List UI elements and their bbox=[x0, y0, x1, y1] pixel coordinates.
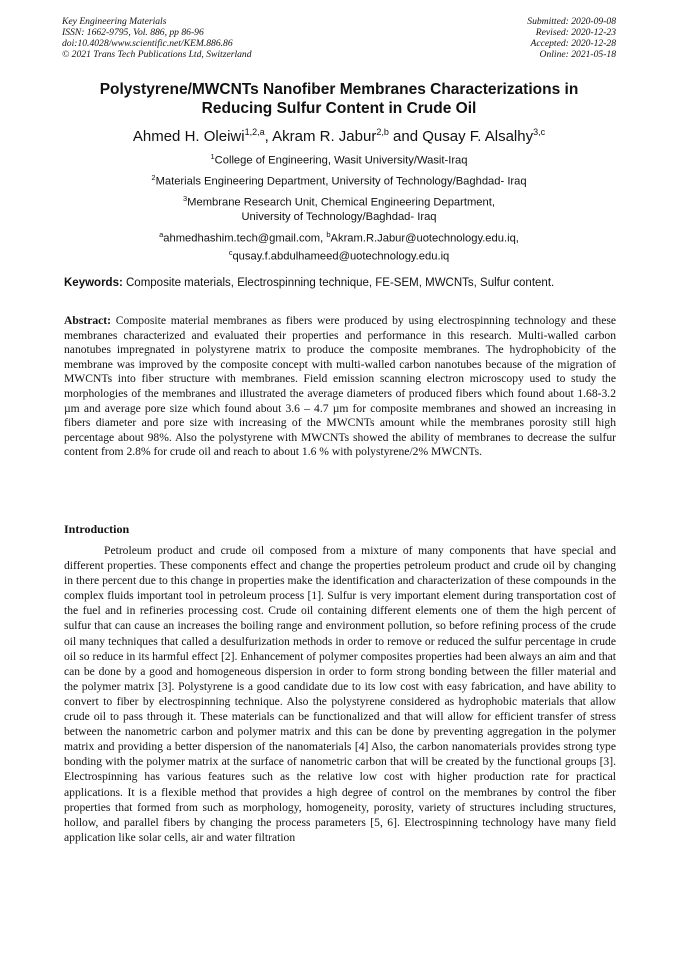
email-mark: b bbox=[326, 230, 331, 239]
author-list bbox=[40, 123, 638, 146]
email-link[interactable]: Akram.R.Jabur@uotechnology.edu.iq, bbox=[330, 232, 519, 245]
copyright-line: © 2021 Trans Tech Publications Ltd, Switzerland bbox=[62, 49, 252, 60]
author-separator: , bbox=[264, 128, 273, 145]
abstract-text: Composite material membranes as fibers were produced by using electrospinning technology and these membranes characterized and evaluated their properties and performance in this research. Multi-walled carbon nanotubes impregnated in polystyrene matrix to produce the composite membranes. The hydrophobicity of the membrane was improved by the composite concept with multi-walled carbon nanotubes because of the migration of MWCNTs into fiber structure with membranes. Field emission scanning electron microscopy used to study the morphologies of the membranes and illustrated the average diameters of produced fibers which found about 1.68-3.2 µm and average pore size which found about 3.6 – 4.7 µm for composite membranes and showed an increasing in fibers diameter and pore size with increasing of the MWCNTs amount while the membranes porosity still high percentage about 98%. Also the polystyrene with MWCNTs showed the ability of membranes to decrease the sulfur content from 2.8% for crude oil and reach to about 1.6 % with polystyrene/2% MWCNTs. bbox=[64, 314, 616, 459]
submitted-date: Submitted: 2020-09-08 bbox=[527, 16, 616, 27]
author-name: Ahmed H. Oleiwi bbox=[132, 128, 245, 145]
abstract-label: Abstract: bbox=[64, 314, 112, 327]
keywords-text: Composite materials, Electrospinning technique, FE-SEM, MWCNTs, Sulfur content. bbox=[122, 277, 555, 289]
affiliation-mark: 2 bbox=[151, 173, 156, 182]
author-name: Akram R. Jabur bbox=[272, 128, 377, 145]
author-name: Qusay F. Alsalhy bbox=[422, 128, 534, 145]
title-line-2: Reducing Sulfur Content in Crude Oil bbox=[201, 100, 477, 117]
accepted-date: Accepted: 2020-12-28 bbox=[530, 38, 616, 49]
affiliation-mark: 3 bbox=[183, 194, 188, 203]
doi-line: doi:10.4028/www.scientific.net/KEM.886.86 bbox=[62, 38, 233, 49]
author-affiliation-mark: 1,2,a bbox=[244, 127, 265, 137]
issn-line: ISSN: 1662-9795, Vol. 886, pp 86-96 bbox=[62, 27, 204, 38]
revised-date: Revised: 2020-12-23 bbox=[535, 27, 616, 38]
email-mark: a bbox=[159, 230, 164, 239]
author-separator: and bbox=[388, 128, 423, 145]
journal-name: Key Engineering Materials bbox=[62, 16, 167, 27]
introduction-paragraph: Petroleum product and crude oil composed from a mixture of many components that have special and different properties. These components effect and change the properties petroleum product and crude oil by changing in there percent due to this change in properties make the identification and characterization of these compounds in the complex fluids important tool in petroleum process [1]. Sulfur is very important element during transportation cost of the fuel and in refineries processing cost. Crude oil containing different elements one of them the high percent of sulfur that can cause an increases the boiling range and environment pollution, so before refining process of the crude oil many techniques that called a desulfurization methods in order to remove or reduced the sulfur percentage in crude oil so reduce in its harmful effect [2]. Enhancement of polymer composites properties had been always an aim and that can be done by a good and homogeneous dispersion in order to form strong bonding between the filler material and the polymer matrix [3]. Polystyrene is a good candidate due to its low cost with easy fabrication, and have ability to convert to fiber by electrospinning technique. Also the polystyrene considered as hydrophobic materials that allow crude oil to pass through it. These materials can be functionalized and that will allow for efficient transfer of stress between the nanometric carbon and polymer matrix and this can be done by preventing aggregation in the polymer matrix and providing a better dispersion of the nanomaterials [4] Also, the carbon nanomaterials provides strong type bonding with the polymer matrix at the surface of nanometric carbon that will be created by the functional groups [3]. Electrospinning has various features such as the relative low cost with higher production rate for practical applications. It is a flexible method that provides a high degree of control on the membranes by control the fiber properties that formed from such as morphology, homogeneity, porosity, variety of structures including structures, hollow, and parallel fibers by changing the process parameters [5, 6]. Electrospinning technology have many field application like solar cells, air and water filtration bbox=[64, 544, 616, 844]
affiliation-text: Membrane Research Unit, Chemical Engineering Department, bbox=[187, 196, 495, 209]
author-emails bbox=[40, 228, 638, 264]
author-affiliation-mark: 3,c bbox=[533, 127, 546, 137]
affiliation-text: Materials Engineering Department, University of Technology/Baghdad- Iraq bbox=[155, 175, 527, 188]
affiliation-mark: 1 bbox=[210, 152, 215, 161]
paper-title bbox=[40, 80, 638, 118]
affiliation-3 bbox=[40, 192, 638, 225]
email-mark: c bbox=[228, 248, 233, 258]
section-heading-introduction: Introduction bbox=[64, 522, 130, 536]
affiliation-2 bbox=[40, 171, 638, 189]
keywords-label: Keywords: bbox=[64, 277, 123, 289]
online-date: Online: 2021-05-18 bbox=[539, 49, 616, 60]
email-link[interactable]: ahmedhashim.tech@gmail.com, bbox=[163, 232, 327, 245]
abstract bbox=[64, 314, 616, 460]
submission-dates bbox=[527, 16, 616, 60]
affiliation-1 bbox=[40, 150, 638, 168]
affiliation-text: University of Technology/Baghdad- Iraq bbox=[241, 211, 437, 224]
affiliation-text: College of Engineering, Wasit University/Wasit-Iraq bbox=[214, 154, 468, 167]
title-line-1: Polystyrene/MWCNTs Nanofiber Membranes Characterizations in bbox=[99, 81, 579, 98]
journal-info bbox=[62, 16, 252, 60]
email-link[interactable]: qusay.f.abdulhameed@uotechnology.edu.iq bbox=[232, 250, 450, 263]
author-affiliation-mark: 2,b bbox=[376, 127, 389, 137]
keywords bbox=[64, 276, 616, 290]
